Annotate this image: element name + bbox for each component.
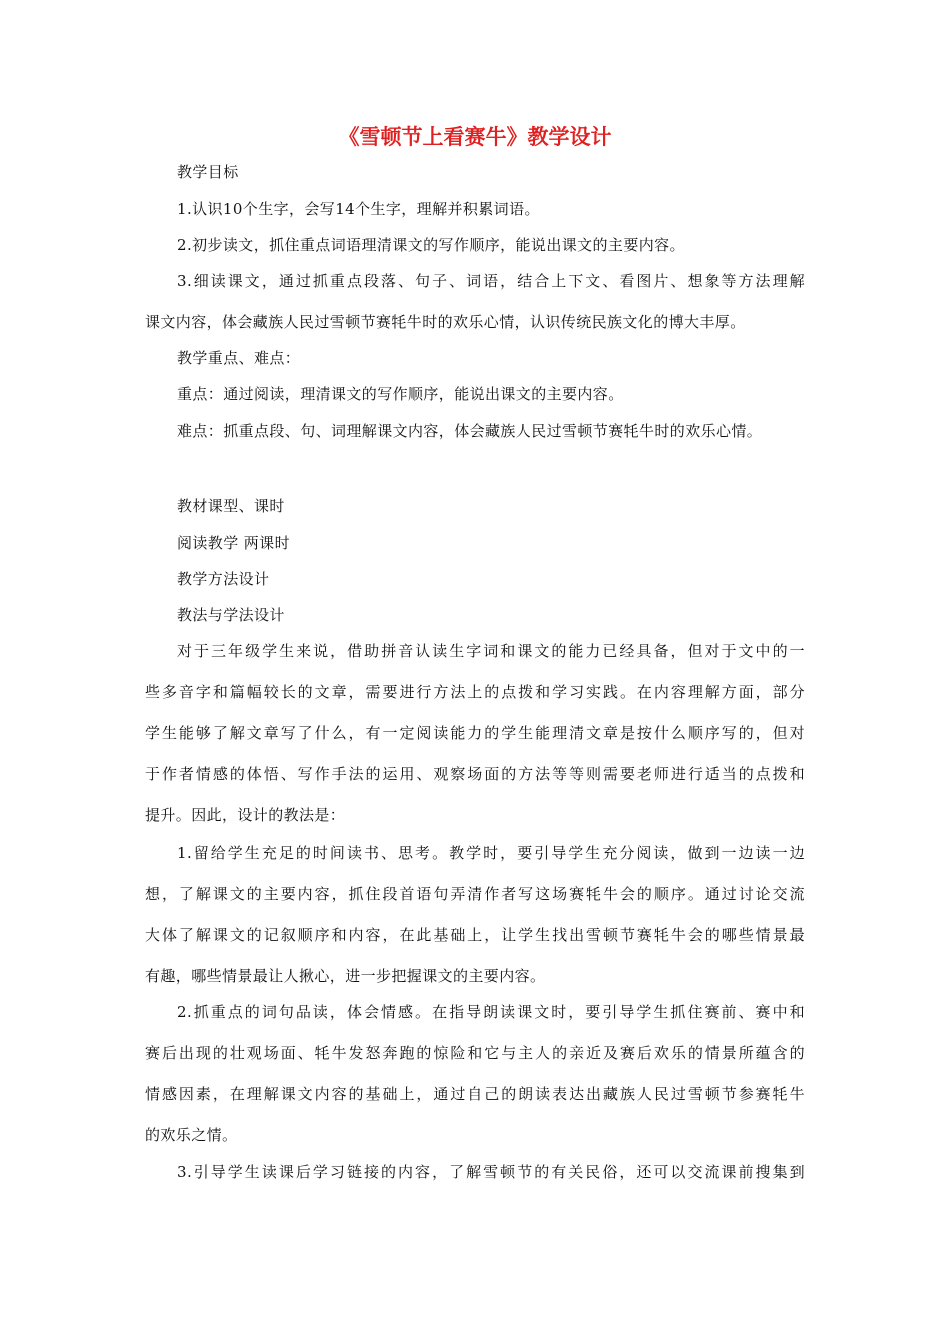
lesson-type-text: 阅读教学 两课时	[177, 534, 290, 552]
section-heading-objectives: 教学目标	[177, 163, 239, 181]
objective-item-3-line-1: 3.细读课文，通过抓重点段落、句子、词语，结合上下文、看图片、想象等方法理解	[177, 272, 805, 290]
method-item-2-line: 的欢乐之情。	[145, 1126, 238, 1144]
paragraph-line: 提升。因此，设计的教法是：	[145, 806, 346, 824]
objective-item-1: 1.认识10个生字，会写14个生字，理解并积累词语。	[177, 200, 540, 218]
method-item-2-line: 情感因素，在理解课文内容的基础上，通过自己的朗读表达出藏族人民过雪顿节参赛牦牛	[145, 1085, 805, 1103]
method-item-2-line: 赛后出现的壮观场面、牦牛发怒奔跑的惊险和它与主人的亲近及赛后欢乐的情景所蕴含的	[145, 1044, 805, 1062]
section-heading-method-design: 教学方法设计	[177, 570, 270, 588]
method-item-1-line: 1.留给学生充足的时间读书、思考。教学时，要引导学生充分阅读，做到一边读一边	[177, 844, 805, 862]
paragraph-line: 些多音字和篇幅较长的文章，需要进行方法上的点拨和学习实践。在内容理解方面，部分	[145, 683, 805, 701]
key-point-text: 重点：通过阅读，理清课文的写作顺序，能说出课文的主要内容。	[177, 385, 624, 403]
method-item-1-line: 有趣，哪些情景最让人揪心，进一步把握课文的主要内容。	[145, 967, 546, 985]
method-item-1-line: 大体了解课文的记叙顺序和内容，在此基础上，让学生找出雪顿节赛牦牛会的哪些情景最	[145, 926, 805, 944]
difficult-point-text: 难点：抓重点段、句、词理解课文内容，体会藏族人民过雪顿节赛牦牛时的欢乐心情。	[177, 422, 763, 440]
section-heading-lesson-type: 教材课型、课时	[177, 497, 285, 515]
paragraph-line: 于作者情感的体悟、写作手法的运用、观察场面的方法等等则需要老师进行适当的点拨和	[145, 765, 805, 783]
objective-item-3-line-2: 课文内容，体会藏族人民过雪顿节赛牦牛时的欢乐心情，认识传统民族文化的博大丰厚。	[145, 313, 746, 331]
objective-item-2: 2.初步读文，抓住重点词语理清课文的写作顺序，能说出课文的主要内容。	[177, 236, 685, 254]
method-item-2-line: 2.抓重点的词句品读，体会情感。在指导朗读课文时，要引导学生抓住赛前、赛中和	[177, 1003, 805, 1021]
method-item-3-line: 3.引导学生读课后学习链接的内容，了解雪顿节的有关民俗，还可以交流课前搜集到	[177, 1163, 805, 1181]
document-title: 《雪顿节上看赛牛》教学设计	[338, 125, 612, 149]
method-item-1-line: 想，了解课文的主要内容，抓住段首语句弄清作者写这场赛牦牛会的顺序。通过讨论交流	[145, 885, 805, 903]
section-heading-key-points: 教学重点、难点：	[177, 349, 301, 367]
section-heading-teaching-learning-methods: 教法与学法设计	[177, 606, 285, 624]
paragraph-line: 对于三年级学生来说，借助拼音认读生字词和课文的能力已经具备，但对于文中的一	[177, 642, 805, 660]
paragraph-line: 学生能够了解文章写了什么，有一定阅读能力的学生能理清文章是按什么顺序写的，但对	[145, 724, 805, 742]
